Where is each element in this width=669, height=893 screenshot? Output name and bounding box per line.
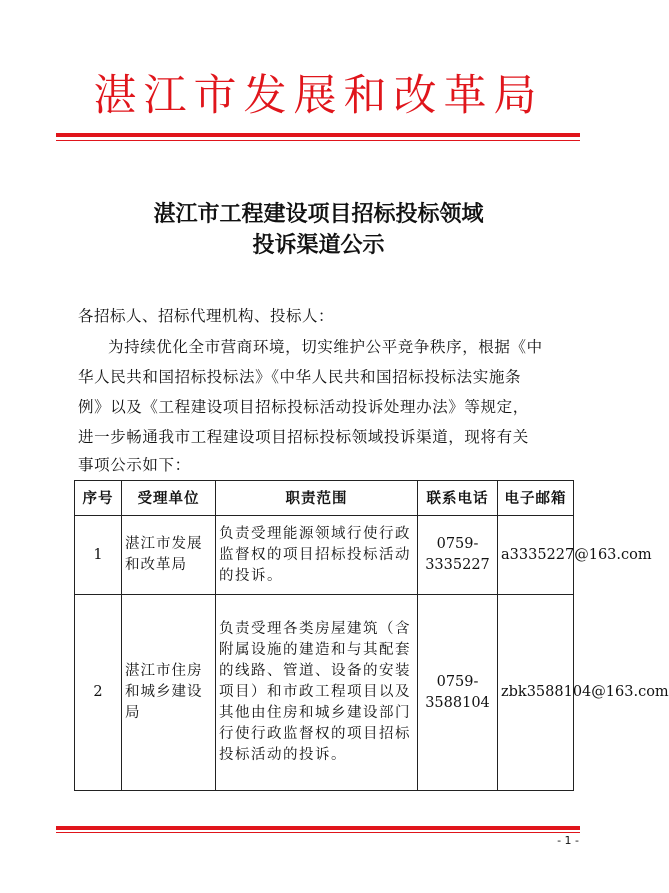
paragraph-line: 例》以及《工程建设项目招标投标活动投诉处理办法》等规定， — [78, 398, 529, 416]
row-unit: 湛江市住房和城乡建设局 — [122, 595, 216, 791]
row-email: zbk3588104@163.com — [498, 595, 574, 791]
complaint-channels-table — [74, 480, 669, 791]
paragraph-line: 事项公示如下： — [78, 456, 191, 474]
table-row — [75, 595, 574, 791]
salutation: 各招标人、招标代理机构、投标人： — [78, 307, 335, 325]
footer-divider-thick — [56, 826, 580, 830]
header-scope: 职责范围 — [216, 481, 418, 516]
header-divider-thick — [56, 133, 580, 137]
row-number: 2 — [75, 595, 122, 791]
row-phone: 0759-3335227 — [418, 516, 498, 595]
footer-divider-thin — [56, 832, 580, 833]
row-number: 1 — [75, 516, 122, 595]
document-title-line-2: 投诉渠道公示 — [252, 232, 385, 258]
table-row — [75, 516, 574, 595]
document-title-line-1: 湛江市工程建设项目招标投标领域 — [153, 201, 484, 227]
page-number: - 1 - — [557, 834, 579, 847]
row-scope: 负责受理能源领域行使行政监督权的项目招标投标活动的投诉。 — [216, 516, 418, 595]
row-email: a3335227@163.com — [498, 516, 574, 595]
header-email: 电子邮箱 — [498, 481, 574, 516]
paragraph-line: 为持续优化全市营商环境，切实维护公平竞争秩序，根据《中 — [108, 338, 543, 356]
header-no: 序号 — [75, 481, 122, 516]
header-unit: 受理单位 — [122, 481, 216, 516]
agency-header: 湛江市发展和改革局 — [93, 71, 544, 121]
header-phone: 联系电话 — [418, 481, 498, 516]
row-unit: 湛江市发展和改革局 — [122, 516, 216, 595]
paragraph-line: 进一步畅通我市工程建设项目招标投标领域投诉渠道，现将有关 — [78, 428, 529, 446]
row-scope: 负责受理各类房屋建筑（含附属设施的建造和与其配套的线路、管道、设备的安装项目）和市政工程项目以及其他由住房和城乡建设部门行使行政监督权的项目招标投标活动的投诉。 — [216, 595, 418, 791]
paragraph-line: 华人民共和国招标投标法》《中华人民共和国招标投标法实施条 — [78, 368, 522, 386]
header-divider-thin — [56, 140, 580, 141]
row-phone: 0759-3588104 — [418, 595, 498, 791]
table-header-row — [75, 481, 574, 516]
